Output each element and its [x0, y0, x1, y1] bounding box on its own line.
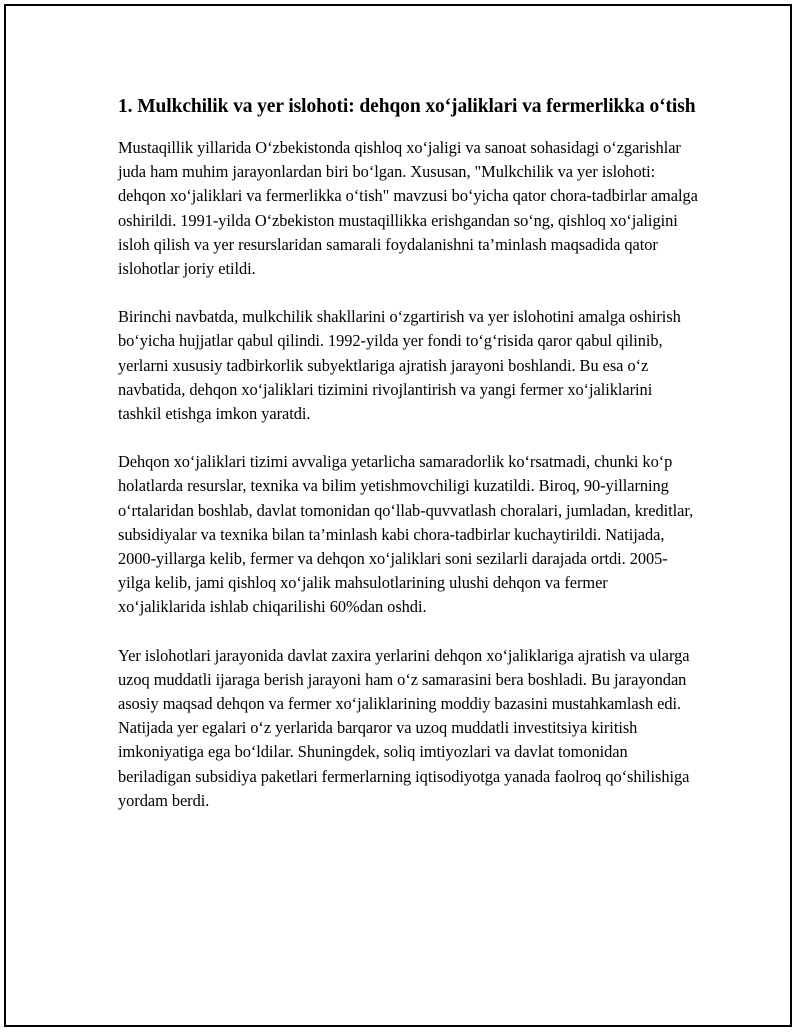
paragraph-3: Dehqon xo‘jaliklari tizimi avvaliga yetarlicha samaradorlik ko‘rsatmadi, chunki ko‘p holatlarda resurslar, texnika va bilim yetishmovchiligi kuzatildi. Biroq, 90-yillarning o‘rtalaridan boshlab, davlat tomonidan qo‘llab-quvvatlash choralari, jumladan, kreditlar, subsidiyalar va texnika bilan ta’minlash kabi chora-tadbirlar kuchaytirildi. Natijada, 2000-yillarga kelib, fermer va dehqon xo‘jaliklari soni sezilarli darajada ortdi. 2005-yilga kelib, jami qishloq xo‘jalik mahsulotlarining ulushi dehqon va fermer xo‘jaliklarida ishlab chiqarilishi 60%dan oshdi.: [118, 452, 694, 617]
paragraph-2: Birinchi navbatda, mulkchilik shakllarini o‘zgartirish va yer islohotini amalga oshirish bo‘yicha hujjatlar qabul qilindi. 1992-yilda yer fondi to‘g‘risida qaror qabul qilinib, yerlarni xususiy tadbirkorlik subyektlariga ajratish jarayoni boshlandi. Bu esa o‘z navbatida, dehqon xo‘jaliklari tizimini rivojlantirish va yangi fermer xo‘jaliklarini tashkil etishga imkon yaratdi.: [118, 307, 681, 424]
document-body: [118, 92, 698, 837]
paragraph-4: Yer islohotlari jarayonida davlat zaxira yerlarini dehqon xo‘jaliklariga ajratish va ularga uzoq muddatli ijaraga berish jarayoni ham o‘z samarasini bera boshladi. Bu jarayondan asosiy maqsad dehqon va fermer xo‘jaliklarining moddiy bazasini mustahkamlash edi. Natijada yer egalari o‘z yerlarida barqaror va uzoq muddatli investitsiya kiritish imkoniyatiga ega bo‘ldilar. Shuningdek, soliq imtiyozlari va davlat tomonidan beriladigan subsidiya paketlari fermerlarning iqtisodiyotga yanada faolroq qo‘shilishiga yordam berdi.: [118, 645, 690, 810]
paragraph-1: Mustaqillik yillarida O‘zbekistonda qishloq xo‘jaligi va sanoat sohasidagi o‘zgarishlar juda ham muhim jarayonlardan biri bo‘lgan. Xususan, "Mulkchilik va yer islohoti: dehqon xo‘jaliklari va fermerlikka o‘tish" mavzusi bo‘yicha qator chora-tadbirlar amalga oshirildi. 1991-yilda O‘zbekiston mustaqillikka erishgandan so‘ng, qishloq xo‘jaligini isloh qilish va yer resurslaridan samarali foydalanishni ta’minlash maqsadida qator islohotlar joriy etildi.: [118, 138, 698, 279]
section-heading: 1. Mulkchilik va yer islohoti: dehqon xo‘jaliklari va fermerlikka o‘tish: [118, 96, 696, 117]
